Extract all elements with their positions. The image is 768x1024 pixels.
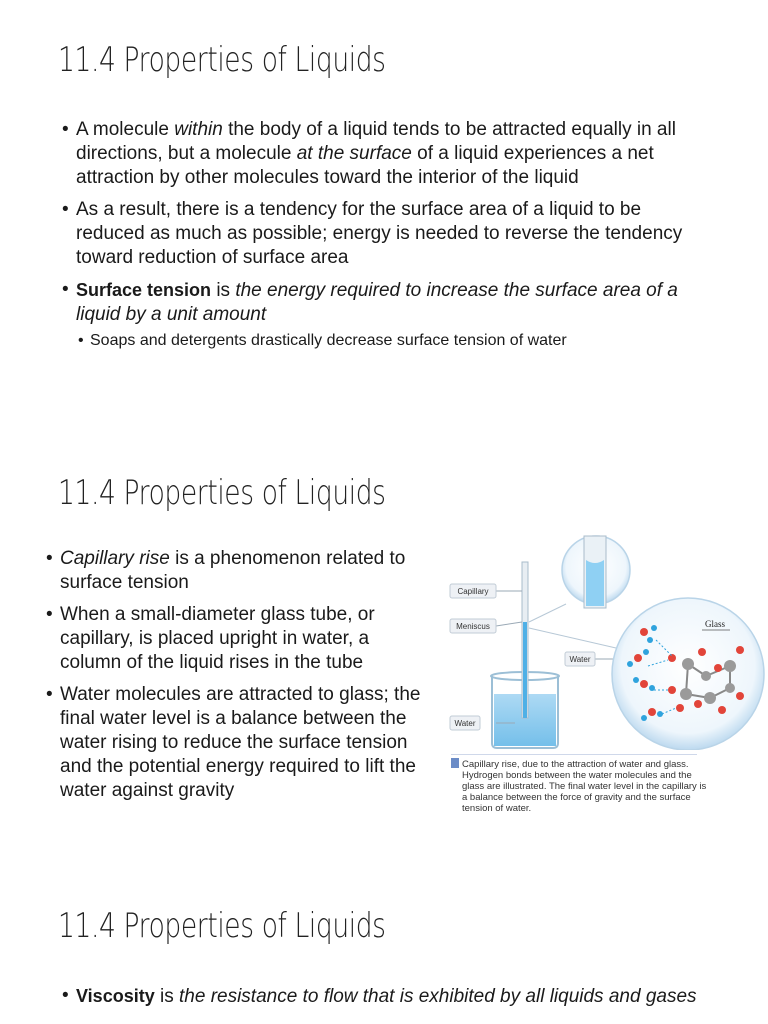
bullet-text: When a small-diameter glass tube, or capillary, is placed upright in water, a column of the liquid rises in the tube bbox=[60, 604, 375, 673]
bullet-item bbox=[62, 984, 712, 1009]
emphasis-text: Capillary rise bbox=[60, 548, 170, 569]
bullet-text: is bbox=[211, 280, 236, 301]
bullet-text: is a phenomenon related to surface tension bbox=[60, 548, 406, 593]
term-viscosity: Viscosity bbox=[76, 986, 155, 1006]
bullet-text: is bbox=[154, 986, 179, 1007]
bullet-text: the body of a liquid tends to be attracted equally in all directions, but a molecule bbox=[76, 119, 676, 164]
definition-text: the energy required to increase the surface area of a liquid by a unit amount bbox=[76, 280, 678, 325]
definition-text: the resistance to flow that is exhibited by all liquids and gases bbox=[179, 986, 697, 1007]
emphasis-text: at the surface bbox=[296, 143, 412, 164]
slide-title: 11.4 Properties of Liquids bbox=[58, 906, 386, 946]
bullet-text: A molecule bbox=[76, 119, 175, 140]
label-glass: Glass bbox=[705, 619, 725, 629]
bullet-list bbox=[62, 984, 712, 1017]
slide-title: 11.4 Properties of Liquids bbox=[58, 40, 386, 80]
slide-title: 11.4 Properties of Liquids bbox=[58, 473, 386, 513]
bullet-text: Soaps and detergents drastically decrease surface tension of water bbox=[90, 332, 567, 349]
label-water: Water bbox=[569, 655, 591, 664]
emphasis-text: within bbox=[174, 119, 223, 140]
term-surface-tension: Surface tension bbox=[76, 280, 212, 300]
label-water: Water bbox=[454, 719, 476, 728]
bullet-text: of a liquid experiences a net attraction by other molecules toward the interior of the liquid bbox=[76, 143, 654, 188]
bullet-text: As a result, there is a tendency for the surface area of a liquid to be reduced as much as possible; energy is needed to reverse the tendency toward reduction of surface area bbox=[76, 199, 683, 268]
label-meniscus: Meniscus bbox=[456, 622, 490, 631]
bullet-text: Water molecules are attracted to glass; the final water level is a balance between the water rising to reduce the surface tension and the potential energy required to lift the water against gravity bbox=[60, 684, 421, 801]
label-capillary: Capillary bbox=[457, 587, 489, 596]
figure-caption: Capillary rise, due to the attraction of water and glass. Hydrogen bonds between the water molecules and the glass are illustrated. The final water level in the capillary is a balance between the force of gravity and the surface tension of water. bbox=[462, 759, 707, 814]
